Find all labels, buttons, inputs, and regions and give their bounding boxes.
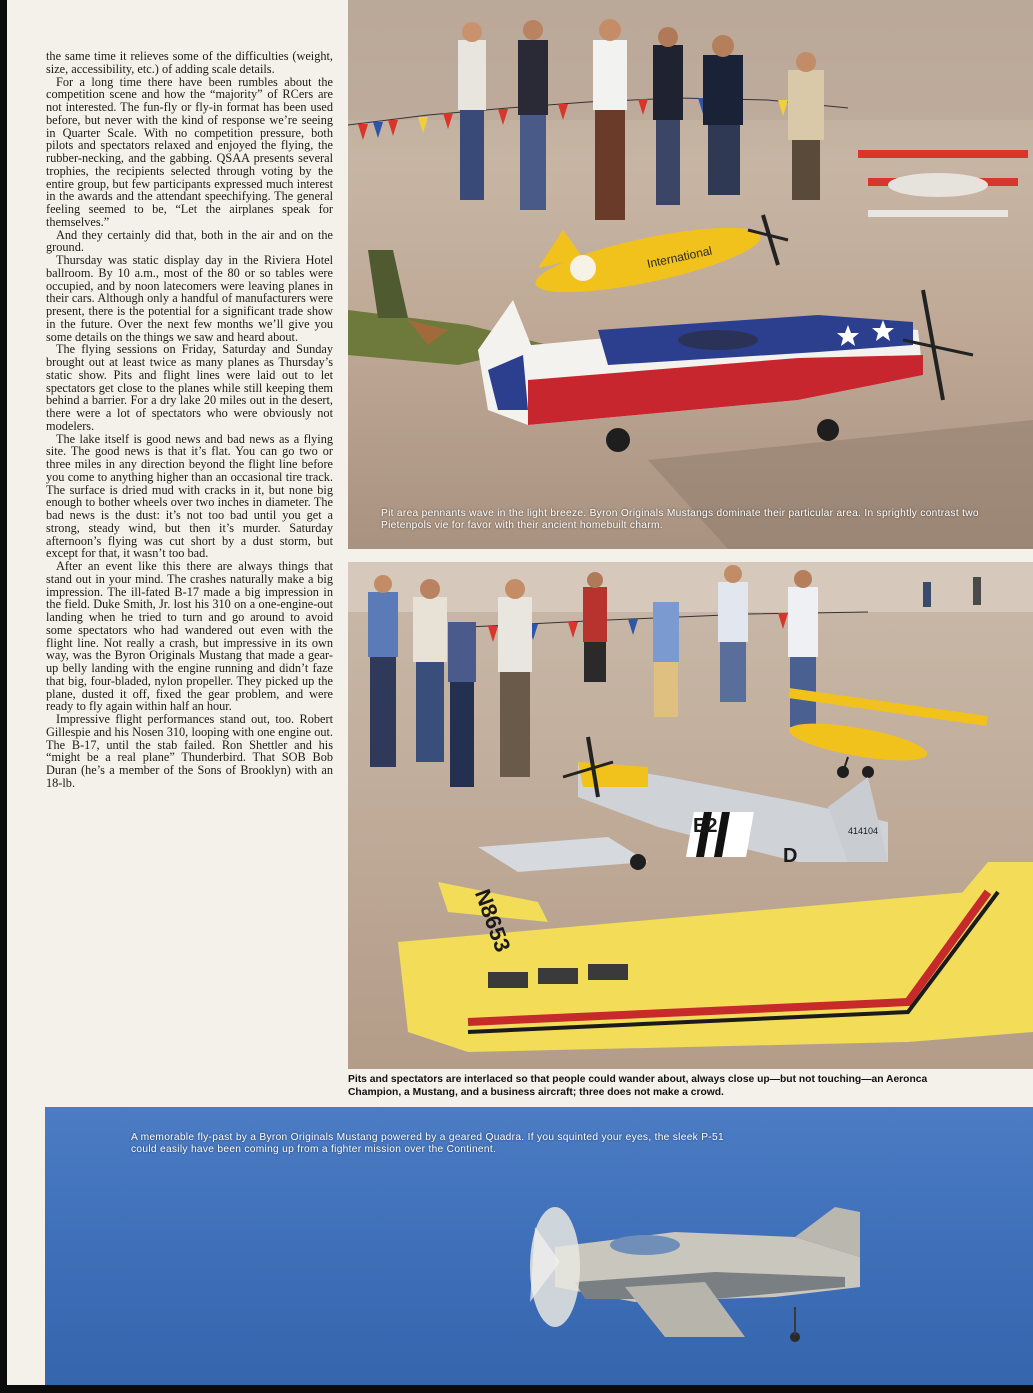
article-column <box>46 50 333 790</box>
mustang-fuselage-code-right: D <box>783 845 798 867</box>
flypast-caption: A memorable fly-past by a Byron Originals Mustang powered by a geared Quadra. If you squinted your eyes, the sleek P-51 could easily have been coming up from a fighter mission over the Continent. <box>131 1132 724 1156</box>
spectators-caption: Pits and spectators are interlaced so that people could wander about, always close up—but not touching—an Aeronca Champion, a Mustang, and a business aircraft; three does not make a crowd. <box>348 1074 928 1098</box>
mustang-tail-number: 414104 <box>848 826 879 836</box>
article-paragraph: And they certainly did that, both in the air and on the ground. <box>46 227 333 255</box>
yellow-plane-lettering: International <box>645 243 714 271</box>
article-paragraph: For a long time there have been rumbles about the competition scene and how the “majority” of RCers are not interested. The fun-fly or fly-in format has been used before, but never with the kind of response we’re seeing in Quarter Scale. With no competition pressure, both pilots and spectators relaxed and enjoyed the flying, the rubber-necking, and the gabbing. QSAA presents several trophies, the recipients selected through voting by the entire group, but few participants expressed much interest in the awards and the attendant speechifying. The general feeling seemed to be, “Let the airplanes speak for themselves.” <box>46 74 333 229</box>
spectators-illustration <box>348 562 1033 1069</box>
article-paragraph: Thursday was static display day in the Riviera Hotel ballroom. By 10 a.m., most of the 80 or so tables were occupied, and by noon latecomers were leaving planes in their cars. Although only a handful of manufacturers were present, there is the potential for a significant trade show in the future. Over the next few months we’ll give you some details on the things we saw and heard about. <box>46 253 333 344</box>
spectators-photo <box>348 562 1033 1069</box>
article-paragraph: the same time it relieves some of the difficulties (weight, size, accessibility, etc.) of adding scale details. <box>46 49 333 76</box>
article-paragraph: Impressive flight performances stand out, too. Robert Gillespie and his Nosen 310, looping with one engine out. The B-17, until the stab failed. Ron Shettler and his “might be a real plane” Thunderbird. That SOB Bob Duran (he’s a member of the Sons of Brooklyn) with an 18-lb. <box>46 712 333 790</box>
article-paragraph: The lake itself is good news and bad news as a flying site. The good news is that it’s flat. You can go two or three miles in any direction beyond the flight line before you come to anything higher than an occasional tire track. The surface is dried mud with cracks in it, but none big enough to bother wheels over two inches in diameter. The bad news is the dust: it’s not too bad until you get a strong, steady wind, but then it’s murder. Saturday afternoon’s flying was cut short by a dust storm, but except for that, it wasn’t too bad. <box>46 431 333 561</box>
pit-area-photo <box>348 0 1033 549</box>
article-paragraph: The flying sessions on Friday, Saturday and Sunday brought out at least twice as many planes as Thursday’s static show. Pits and flight lines were laid out to let spectators get close to the planes while still keeping them behind a barrier. For a dry lake 20 miles out in the desert, there were a lot of spectators who were obviously not modelers. <box>46 342 333 433</box>
article-paragraph: After an event like this there are always things that stand out in your mind. The crashes naturally make a big impression. The ill-fated B-17 made a big impression in the field. Duke Smith, Jr. lost his 310 on a one-engine-out landing when he tried to turn and go around to avoid some spectators who had wandered out even with the flight line. Not really a crash, but impressive in its own way, was the Byron Originals Mustang that made a gear-up belly landing with the engine running and didn’t faze that big, four-bladed, nylon propeller. They picked up the plane, dusted it off, fixed the gear problem, and were ready to fly again within half an hour. <box>46 559 333 714</box>
business-plane-tail-number: N8653 <box>469 885 516 956</box>
pit-area-caption: Pit area pennants wave in the light breeze. Byron Originals Mustangs dominate their particular area. In sprightly contrast two Pietenpols vie for favor with their ancient homebuilt charm. <box>381 508 979 532</box>
pit-area-illustration <box>348 0 1033 549</box>
mustang-fuselage-code-left: E2 <box>693 815 718 837</box>
